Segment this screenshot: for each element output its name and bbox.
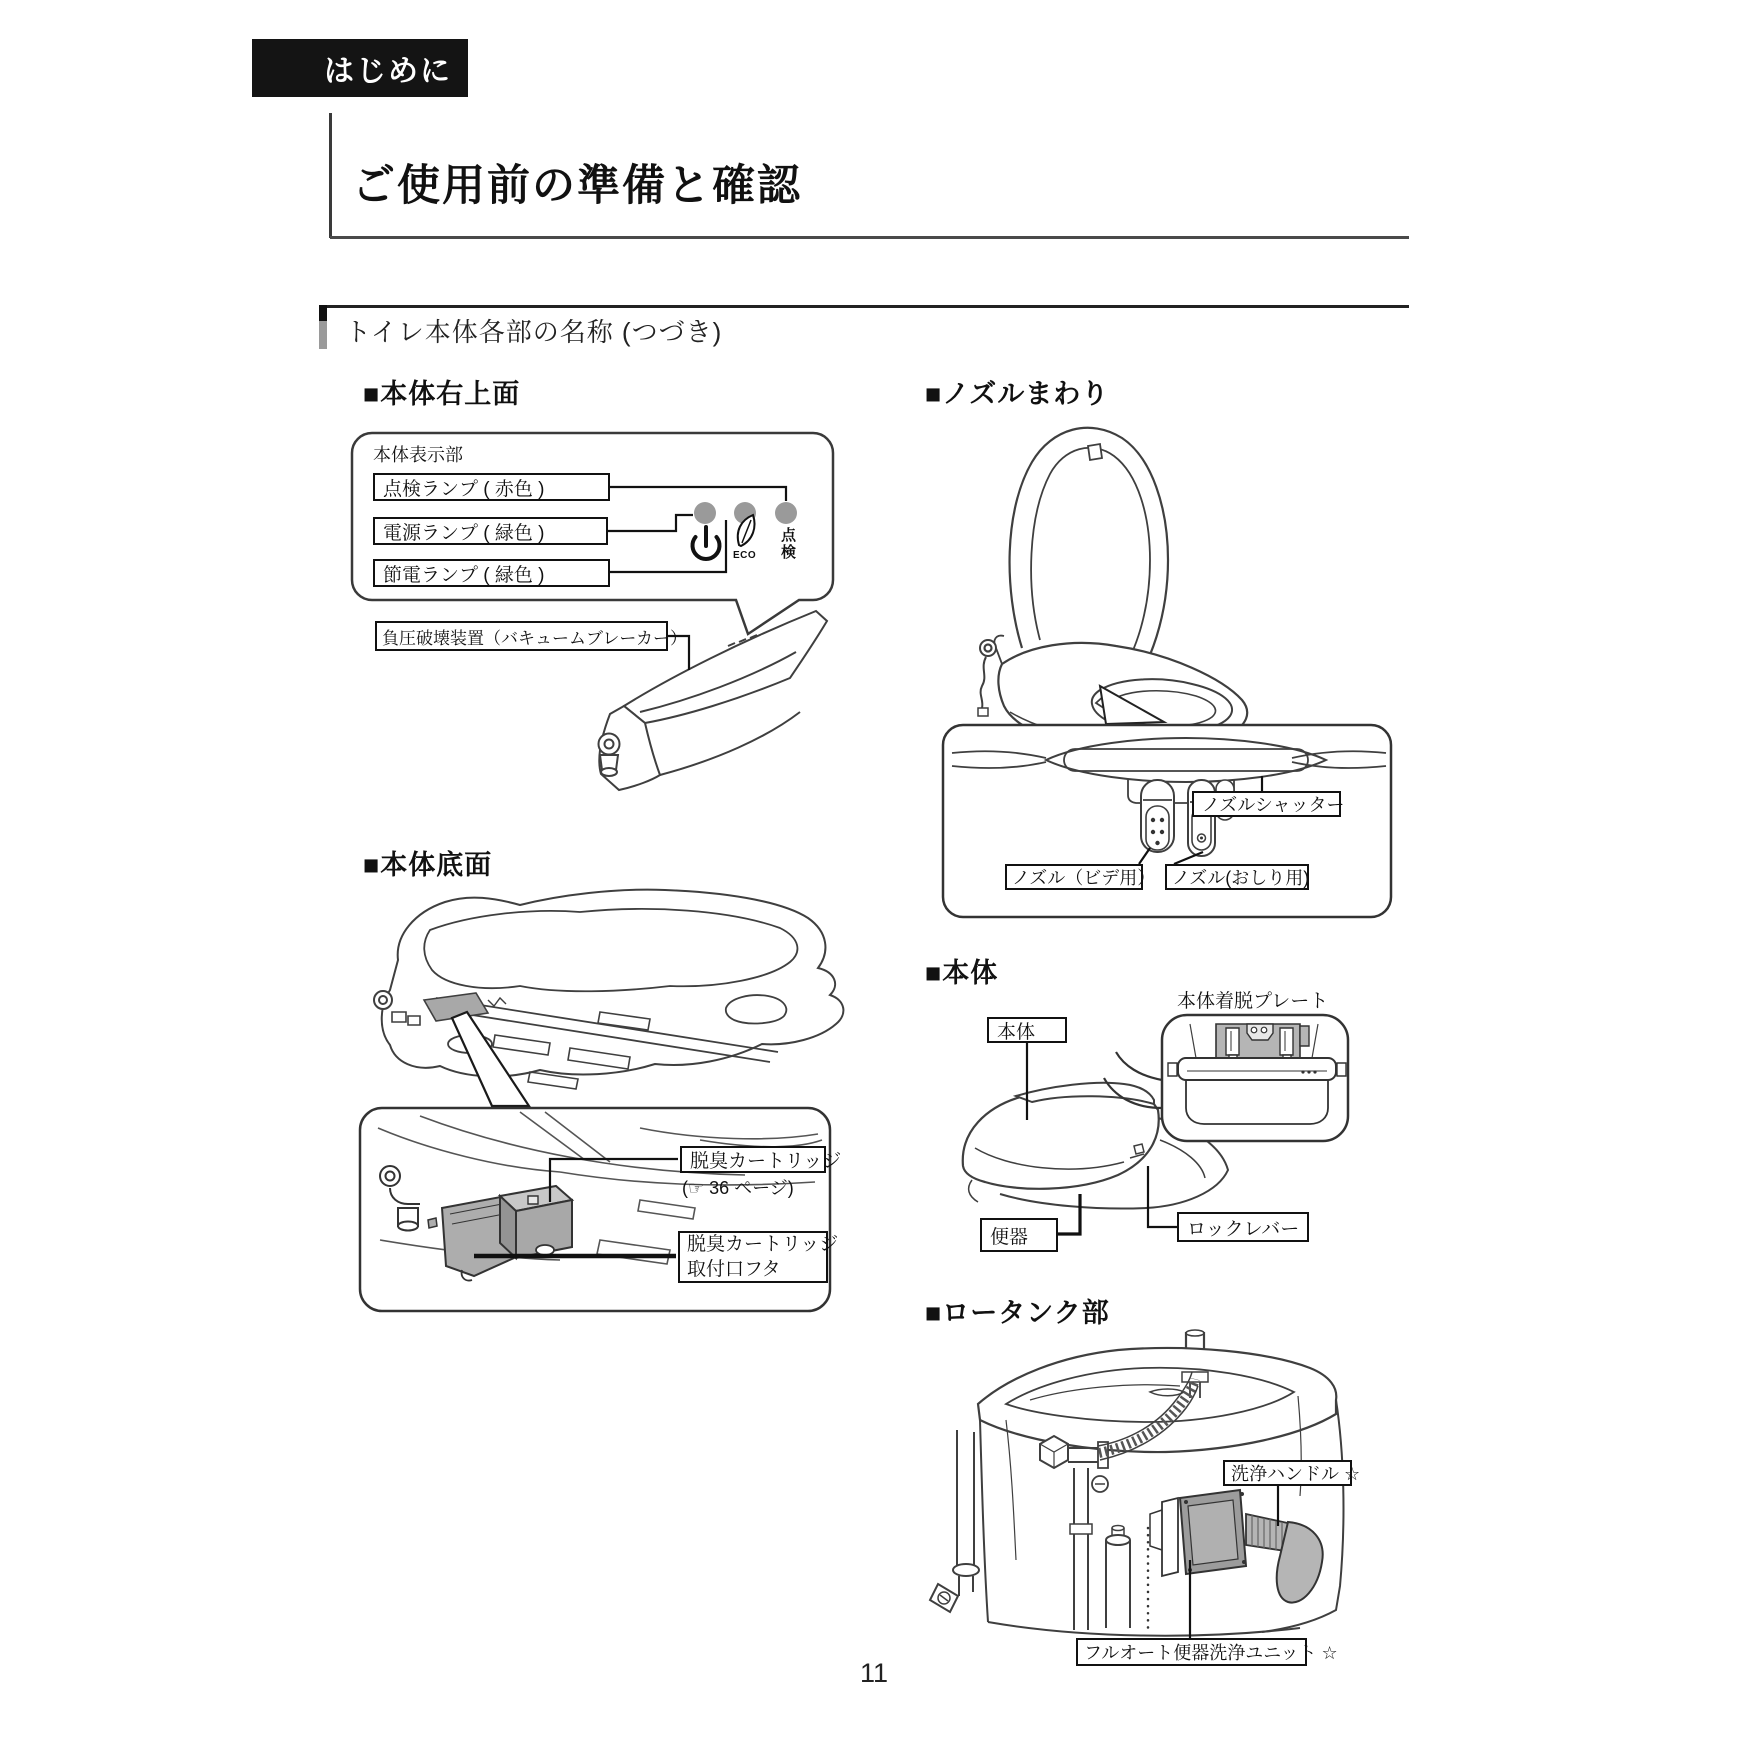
title-underline-rule: [330, 236, 1409, 239]
inspection-lamp-label-box: [373, 473, 610, 501]
lock-lever-label: ロックレバー: [1187, 1218, 1300, 1240]
page-number: 11: [860, 1658, 889, 1688]
flush-unit-art: [1150, 1490, 1323, 1603]
cartridge-label-box: [680, 1146, 842, 1173]
bowl-label: 便器: [990, 1226, 1029, 1248]
nozzle-shutter-label: ノズルシャッター: [1202, 795, 1345, 815]
cartridge-lid-label-line2: 取付口フタ: [687, 1259, 781, 1280]
nozzle-bidet-label: ノズル（ビデ用）: [1012, 868, 1156, 888]
mount-plate-label: 本体着脱プレート: [1177, 991, 1329, 1012]
power-lamp-dot: [694, 502, 716, 524]
heading-bottom-face: ■本体底面: [363, 850, 493, 880]
section-marker-black: [319, 305, 327, 321]
chapter-tab-label: はじめに: [324, 55, 452, 88]
heading-tank: ■ロータンク部: [925, 1298, 1110, 1328]
section-marker-gray: [319, 321, 327, 349]
nozzle-rear-label: ノズル(おしり用): [1172, 868, 1310, 888]
cartridge-lid-label-box: [678, 1231, 839, 1283]
vacuum-breaker-label: 負圧破壊装置（バキュームブレーカー）: [382, 628, 687, 648]
flush-handle-label-box: [1223, 1460, 1361, 1486]
auto-flush-unit-label: フルオート便器洗浄ユニット ☆: [1084, 1643, 1338, 1663]
body-label-box: [987, 1017, 1067, 1043]
section-heading: トイレ本体各部の名称 (つづき): [345, 317, 723, 347]
cartridge-page-ref: (☞ 36 ページ): [682, 1178, 794, 1198]
eco-icon-text: ECO: [733, 550, 757, 561]
chapter-tab: [252, 39, 468, 97]
heading-top-right-face: ■本体右上面: [363, 379, 521, 409]
bowl-label-box: [980, 1218, 1058, 1252]
nozzle-shutter-label-box: [1192, 791, 1345, 817]
panel-display-label: 本体表示部: [373, 445, 463, 465]
body-label: 本体: [997, 1021, 1036, 1043]
section-top-rule: [319, 305, 1409, 308]
eco-lamp-label-box: [373, 559, 610, 587]
nozzle-diagram: [935, 395, 1395, 925]
auto-flush-unit-label-box: [1076, 1638, 1338, 1666]
vacuum-breaker-label-box: [375, 621, 687, 651]
underside-art: [374, 890, 843, 1089]
inspection-lamp-dot: [775, 502, 797, 524]
nozzle-bidet-label-box: [1005, 864, 1156, 890]
heading-body: ■本体: [925, 958, 999, 988]
deodorizer-cartridge-art: [500, 1186, 572, 1258]
power-lamp-label: 電源ランプ ( 緑色 ): [383, 522, 545, 544]
inspection-icon-text: 点検: [779, 527, 796, 561]
lock-lever-label-box: [1177, 1212, 1309, 1242]
tank-diagram: [925, 1330, 1361, 1680]
cartridge-lid-label-line1: 脱臭カートリッジ: [687, 1234, 839, 1255]
inspection-lamp-label: 点検ランプ ( 赤色 ): [383, 478, 545, 500]
flush-handle-label: 洗浄ハンドル ☆: [1231, 1464, 1361, 1484]
eco-lamp-label: 節電ランプ ( 緑色 ): [383, 564, 545, 586]
nozzle-rear-label-box: [1165, 864, 1309, 890]
power-lamp-label-box: [373, 517, 608, 545]
title-vertical-rule: [329, 113, 332, 238]
cartridge-label: 脱臭カートリッジ: [690, 1151, 842, 1172]
page-title: ご使用前の準備と確認: [352, 162, 802, 210]
heading-nozzle: ■ノズルまわり: [925, 379, 1110, 409]
